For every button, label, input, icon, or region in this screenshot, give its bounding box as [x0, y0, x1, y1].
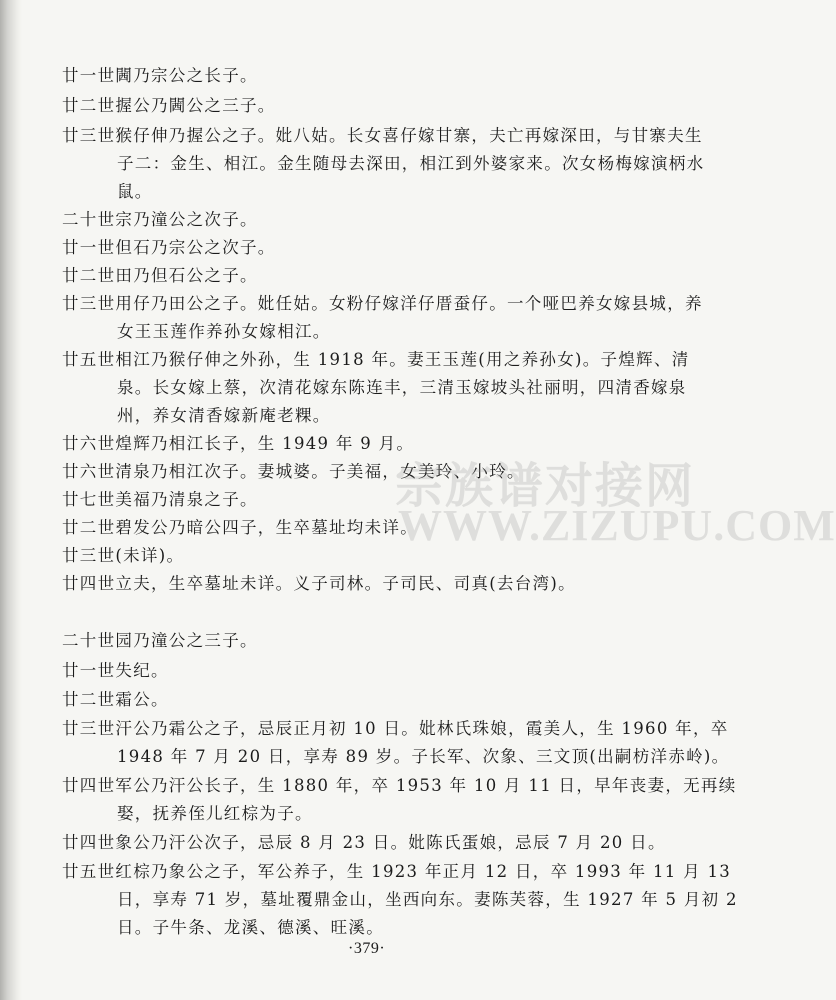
entry-line: 廿四世立夫，生卒墓址未详。义子司林。子司民、司真(去台湾)。: [62, 574, 576, 593]
entry-continuation: 泉。长女嫁上蔡，次清花嫁东陈连丰，三清玉嫁坡头社丽明，四清香嫁泉: [117, 378, 687, 397]
entry-line: 廿三世用仔乃田公之子。妣任姑。女粉仔嫁洋仔厝蚕仔。一个哑巴养女嫁县城，养: [62, 294, 703, 313]
entry-line: 廿二世握公乃閪公之三子。: [62, 96, 276, 115]
entry-line: 廿三世猴仔伸乃握公之子。妣八姑。长女喜仔嫁甘寨，夫亡再嫁深田，与甘寨夫生: [62, 126, 703, 145]
entry-continuation: 鼠。: [117, 182, 153, 201]
entry-line: 廿一世失纪。: [62, 661, 169, 680]
entry-line: 二十世宗乃潼公之次子。: [62, 210, 258, 229]
entry-line: 廿五世相江乃猴仔伸之外孙，生 1918 年。妻王玉莲(用之养孙女)。子煌辉、清: [62, 350, 690, 369]
watermark-url: WWW.ZIZUPU.COM: [398, 501, 836, 550]
entry-line: 廿三世(未详)。: [62, 546, 185, 565]
entry-continuation: 州，养女清香嫁新庵老粿。: [117, 406, 331, 425]
entry-line: 廿二世田乃但石公之子。: [62, 266, 258, 285]
entry-line: 廿七世美福乃清泉之子。: [62, 490, 258, 509]
watermark-chinese: 宗族谱对接网: [395, 458, 696, 514]
entry-line: 廿一世但石乃宗公之次子。: [62, 238, 276, 257]
entry-continuation: 日。子牛条、龙溪、德溪、旺溪。: [117, 918, 384, 937]
entry-line: 廿四世军公乃汗公长子，生 1880 年，卒 1953 年 10 月 11 日，早年丧妻，无再续: [62, 776, 737, 795]
entry-continuation: 1948 年 7 月 20 日，享寿 89 岁。子长军、次象、三文顶(出嗣枋洋赤岭)。: [117, 747, 730, 766]
entry-continuation: 女王玉莲作养孙女嫁相江。: [117, 322, 331, 341]
entry-line: 廿三世汗公乃霜公之子，忌辰正月初 10 日。妣林氏珠娘，霞美人，生 1960 年，卒: [62, 719, 729, 738]
entry-continuation: 子二：金生、相江。金生随母去深田，相江到外婆家来。次女杨梅嫁演柄水: [117, 154, 705, 173]
entry-continuation: 日，享寿 71 岁，墓址覆鼎金山，坐西向东。妻陈芙蓉，生 1927 年 5 月初 2: [117, 890, 738, 909]
entry-line: 二十世园乃潼公之三子。: [62, 631, 258, 650]
entry-line: 廿二世碧发公乃暗公四子，生卒墓址均未详。: [62, 518, 418, 537]
entry-line: 廿一世閪乃宗公之长子。: [62, 66, 258, 85]
entry-line: 廿六世煌辉乃相江长子，生 1949 年 9 月。: [62, 434, 415, 453]
entry-line: 廿四世象公乃汗公次子，忌辰 8 月 23 日。妣陈氏蛋娘，忌辰 7 月 20 日。: [62, 833, 666, 852]
entry-line: 廿五世红棕乃象公之子，军公养子，生 1923 年正月 12 日，卒 1993 年 11 月 13: [62, 862, 732, 881]
page-number: ·379·: [348, 940, 386, 957]
entry-continuation: 娶，抚养侄儿红棕为子。: [117, 804, 313, 823]
entry-line: 廿六世清泉乃相江次子。妻城婆。子美福，女美玲、小玲。: [62, 462, 525, 481]
entry-line: 廿二世霜公。: [62, 690, 169, 709]
